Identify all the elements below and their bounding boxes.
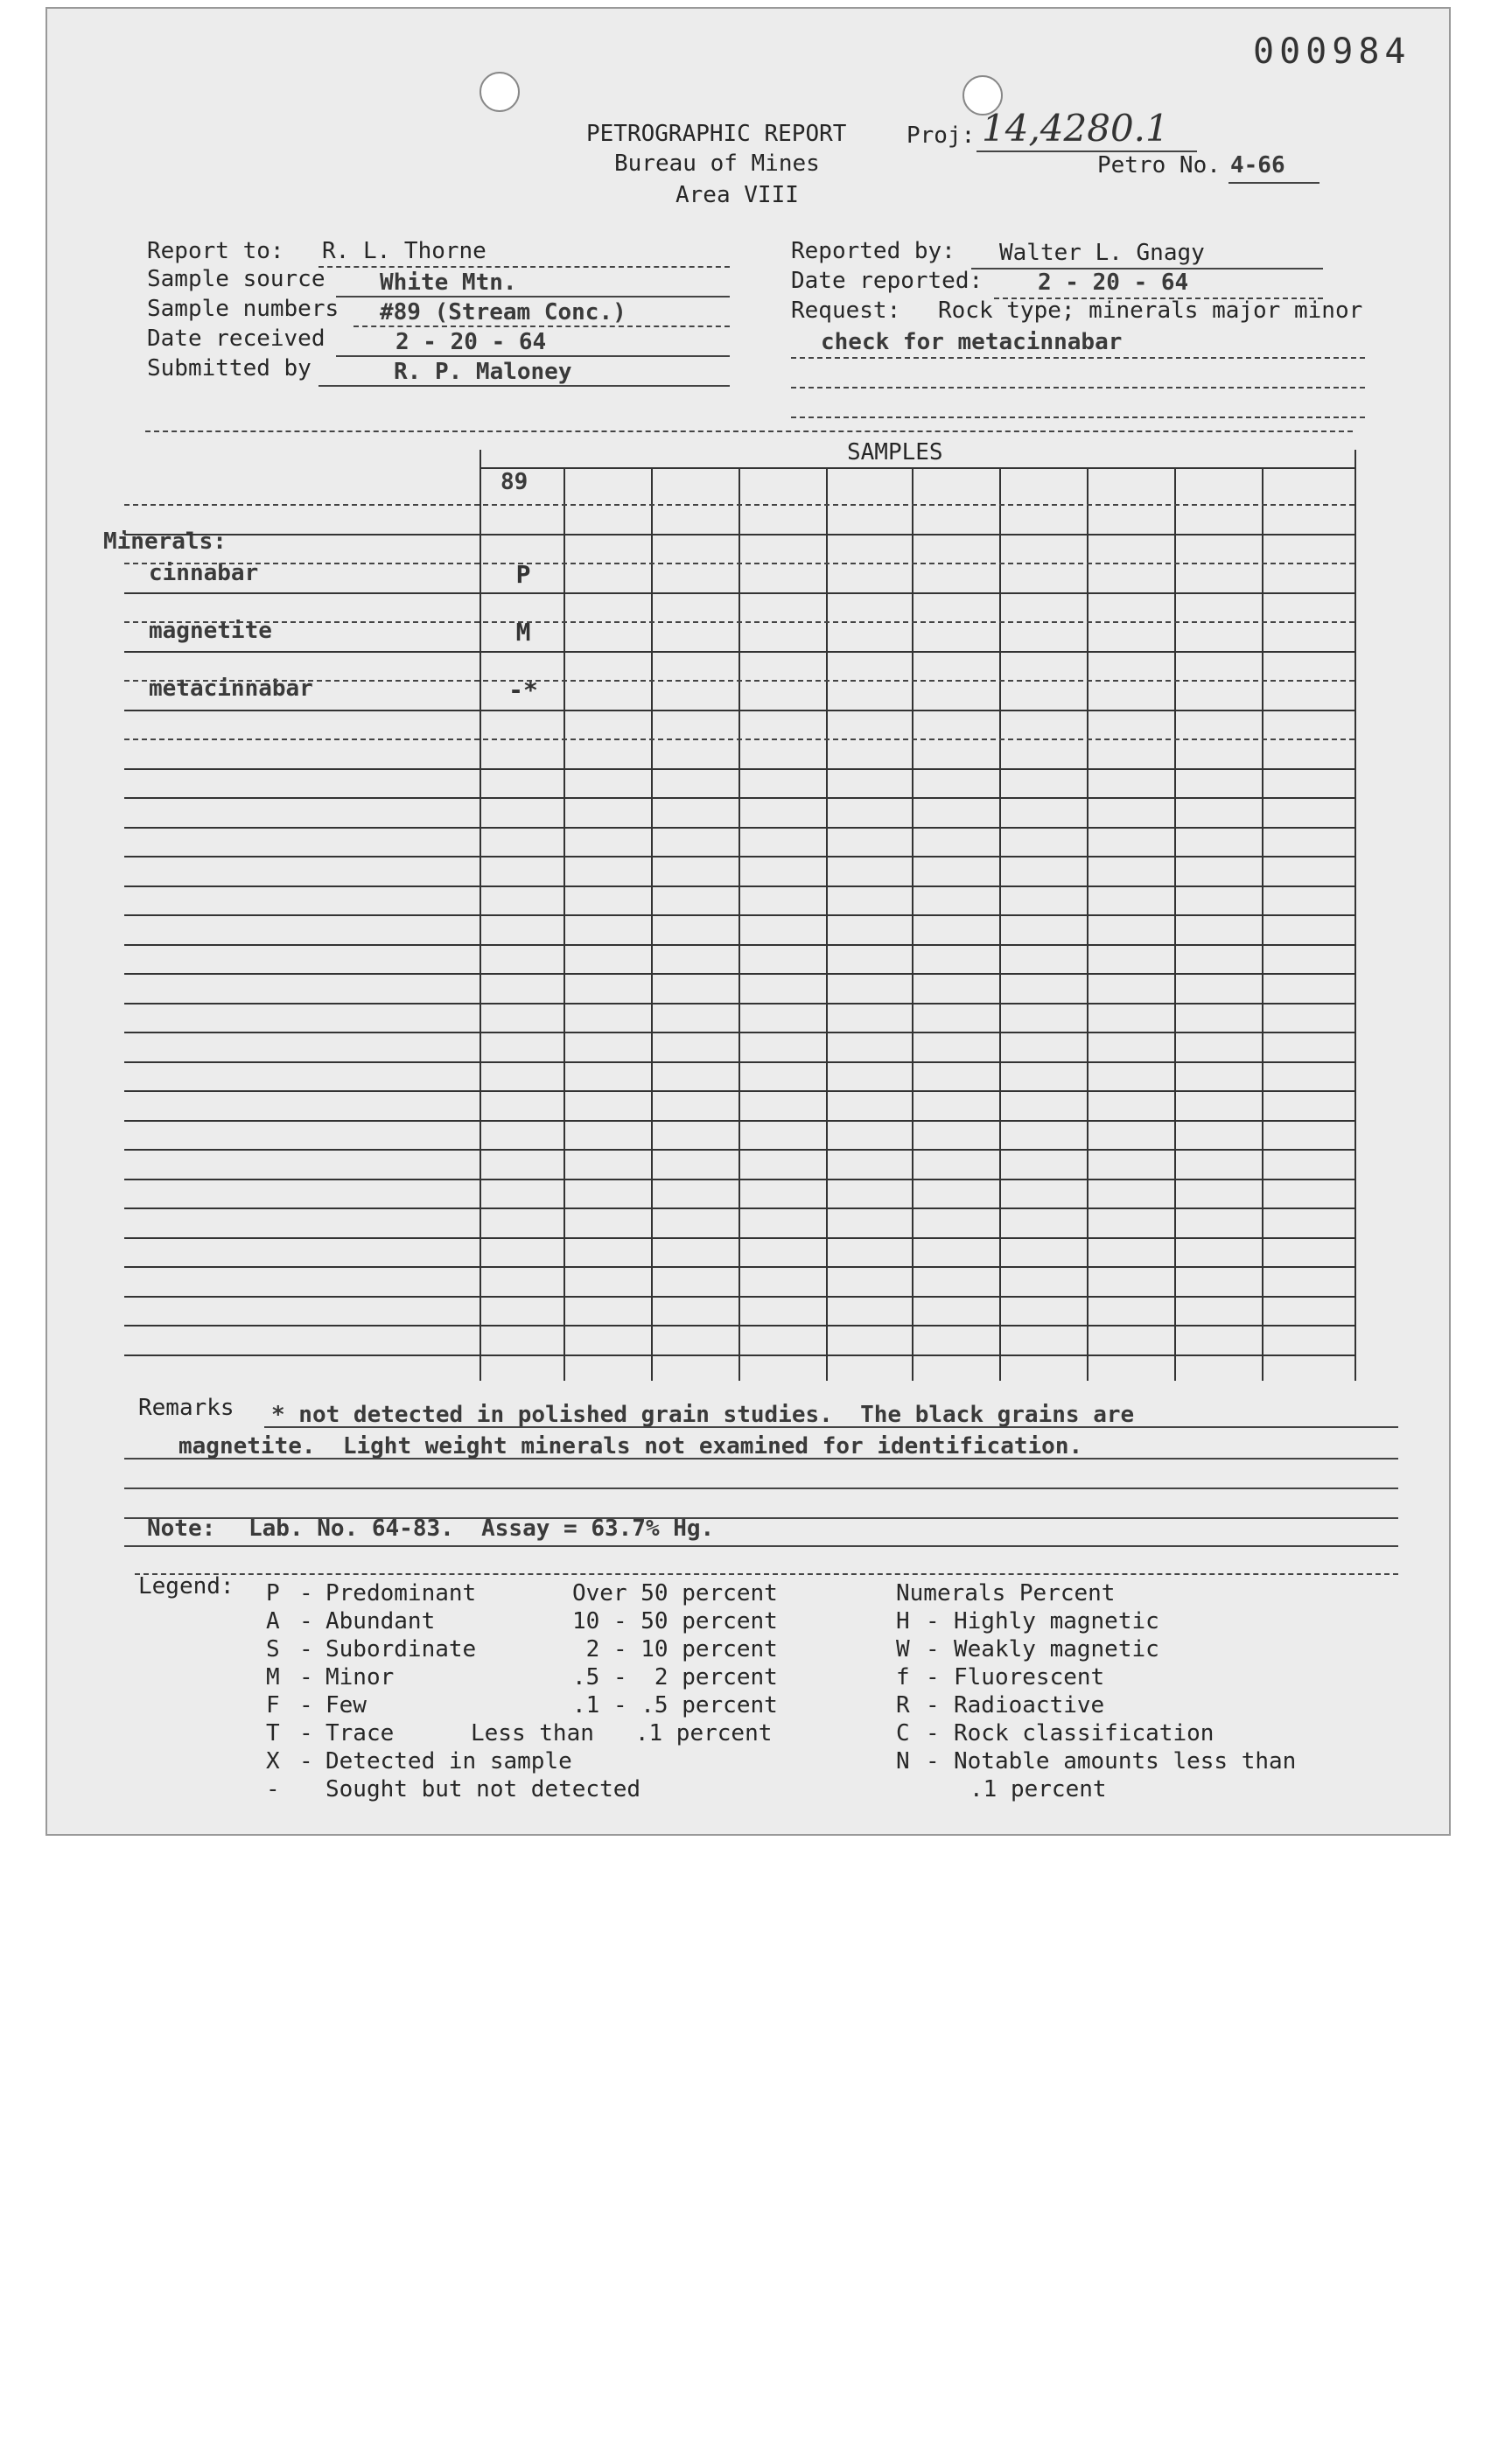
legend-separator: -: [299, 1720, 313, 1746]
legend-name: Minor: [326, 1664, 395, 1690]
legend-label: Legend:: [138, 1573, 234, 1600]
legend-right-title: Numerals Percent: [896, 1580, 1116, 1606]
legend-range: Less than .1 percent: [471, 1720, 773, 1746]
grid-row-line: [124, 592, 1354, 594]
grid-row-line: [124, 1237, 1354, 1239]
legend-right-name: Weakly magnetic: [954, 1636, 1159, 1662]
mineral-value-cinnabar: P: [515, 560, 531, 589]
grid-row-line: [124, 1354, 1354, 1356]
legend-right-continued: .1 percent: [970, 1776, 1107, 1802]
sample-numbers-label: Sample numbers: [147, 296, 340, 322]
legend-range: .1 - .5 percent: [572, 1692, 778, 1718]
mineral-value-magnetite: M: [515, 618, 531, 647]
legend-right-separator: -: [926, 1608, 940, 1634]
proj-label: Proj:: [906, 122, 976, 149]
document-number: 000984: [1253, 32, 1411, 72]
legend-right-code: R: [896, 1692, 910, 1718]
grid-row-line: [124, 1208, 1354, 1209]
legend-code: X: [266, 1748, 280, 1774]
legend-separator: -: [299, 1608, 313, 1634]
legend-code: S: [266, 1636, 280, 1662]
grid-row-line: [124, 534, 1354, 536]
legend-separator: -: [299, 1636, 313, 1662]
legend-code: T: [266, 1720, 280, 1746]
mineral-name-metacinnabar: metacinnabar: [149, 676, 313, 702]
grid-row-line: [124, 680, 1354, 682]
legend-name: Detected in sample: [326, 1748, 572, 1774]
grid-row-line: [124, 1120, 1354, 1122]
legend-right-code: f: [896, 1664, 910, 1690]
area: Area VIII: [676, 182, 799, 208]
legend-right-code: N: [896, 1748, 910, 1774]
date-reported-value: 2 - 20 - 64: [1038, 270, 1189, 296]
legend-name: Sought but not detected: [326, 1776, 641, 1802]
sample-source-value: White Mtn.: [380, 270, 517, 296]
grid-row-line: [124, 1179, 1354, 1180]
remarks-line-2: magnetite. Light weight minerals not examined for identification.: [178, 1433, 1083, 1460]
grid-row-line: [124, 1032, 1354, 1033]
grid-column-line: [999, 467, 1001, 1381]
sample-source-label: Sample source: [147, 266, 326, 292]
legend-right-separator: -: [926, 1692, 940, 1718]
legend-name: Subordinate: [326, 1636, 477, 1662]
grid-row-line: [124, 563, 1354, 564]
grid-column-line: [826, 467, 828, 1381]
date-reported-label: Date reported:: [791, 268, 984, 294]
legend-code: F: [266, 1692, 280, 1718]
grid-row-line: [124, 1296, 1354, 1298]
report-title: PETROGRAPHIC REPORT: [586, 121, 847, 147]
grid-column-line: [1262, 467, 1264, 1381]
samples-header: SAMPLES: [847, 439, 943, 466]
grid-row-line: [124, 797, 1354, 799]
report-to-value: R. L. Thorne: [322, 238, 486, 264]
grid-row-line: [124, 621, 1354, 623]
grid-row-line: [124, 651, 1354, 653]
petro-label: Petro No.: [1097, 152, 1221, 178]
date-received-value: 2 - 20 - 64: [396, 329, 547, 355]
petro-value: 4-66: [1230, 152, 1285, 178]
grid-row-line: [124, 1149, 1354, 1151]
sample-id: 89: [500, 469, 528, 495]
grid-row-line: [124, 1003, 1354, 1004]
legend-name: Abundant: [326, 1608, 436, 1634]
request-value: Rock type; minerals major minor: [938, 298, 1363, 324]
grid-row-line: [124, 914, 1354, 916]
note-label: Note:: [147, 1516, 216, 1542]
grid-row-line: [124, 504, 1354, 506]
sample-numbers-value: #89 (Stream Conc.): [380, 299, 626, 326]
remarks-line-1: * not detected in polished grain studies. The black grains are: [271, 1402, 1135, 1428]
legend-name: Trace: [326, 1720, 395, 1746]
legend-separator: -: [299, 1692, 313, 1718]
legend-right-separator: -: [926, 1720, 940, 1746]
reported-by-label: Reported by:: [791, 238, 956, 264]
grid-column-line: [564, 467, 565, 1381]
legend-range: Over 50 percent: [572, 1580, 778, 1606]
grid-row-line: [124, 886, 1354, 887]
grid-column-line: [1174, 467, 1176, 1381]
organization: Bureau of Mines: [614, 150, 820, 177]
submitted-by-value: R. P. Maloney: [394, 359, 572, 385]
report-to-label: Report to:: [147, 238, 284, 264]
remarks-label: Remarks: [138, 1395, 234, 1421]
punch-hole-left: [480, 72, 520, 112]
request-label: Request:: [791, 298, 901, 324]
legend-code: M: [266, 1664, 280, 1690]
grid-column-line: [1354, 450, 1356, 1381]
legend-right-code: H: [896, 1608, 910, 1634]
minerals-header: Minerals:: [103, 528, 227, 555]
grid-row-line: [124, 1325, 1354, 1326]
proj-value: 14,4280.1: [982, 107, 1169, 150]
mineral-name-magnetite: magnetite: [149, 618, 272, 644]
legend-range: .5 - 2 percent: [572, 1664, 778, 1690]
grid-row-line: [124, 1090, 1354, 1092]
legend-code: P: [266, 1580, 280, 1606]
grid-row-line: [124, 944, 1354, 946]
grid-row-line: [124, 1061, 1354, 1063]
legend-name: Predominant: [326, 1580, 477, 1606]
legend-name: Few: [326, 1692, 367, 1718]
grid-row-line: [124, 738, 1354, 740]
legend-code: A: [266, 1608, 280, 1634]
legend-right-name: Notable amounts less than: [954, 1748, 1297, 1774]
grid-row-line: [124, 768, 1354, 770]
mineral-value-metacinnabar: -*: [508, 676, 538, 704]
legend-separator: -: [299, 1580, 313, 1606]
legend-right-name: Fluorescent: [954, 1664, 1105, 1690]
grid-column-line: [738, 467, 740, 1381]
grid-row-line: [124, 710, 1354, 711]
grid-column-line: [651, 467, 653, 1381]
legend-right-name: Highly magnetic: [954, 1608, 1159, 1634]
grid-row-line: [124, 856, 1354, 858]
grid-row-line: [124, 973, 1354, 975]
grid-column-line: [1087, 467, 1088, 1381]
submitted-by-label: Submitted by: [147, 355, 312, 382]
reported-by-value: Walter L. Gnagy: [999, 240, 1205, 266]
legend-separator: -: [299, 1748, 313, 1774]
legend-right-name: Rock classification: [954, 1720, 1214, 1746]
report-sheet: [46, 7, 1451, 1836]
legend-right-separator: -: [926, 1636, 940, 1662]
legend-code: -: [266, 1776, 280, 1802]
grid-row-line: [124, 827, 1354, 829]
request-value-cont: check for metacinnabar: [821, 329, 1123, 355]
grid-row-line: [124, 1266, 1354, 1268]
legend-right-separator: -: [926, 1748, 940, 1774]
legend-right-name: Radioactive: [954, 1692, 1105, 1718]
legend-right-code: W: [896, 1636, 910, 1662]
legend-separator: -: [299, 1664, 313, 1690]
note-text: Lab. No. 64-83. Assay = 63.7% Hg.: [248, 1516, 715, 1542]
date-received-label: Date received: [147, 326, 326, 352]
legend-right-code: C: [896, 1720, 910, 1746]
grid-column-line: [912, 467, 914, 1381]
legend-range: 2 - 10 percent: [572, 1636, 778, 1662]
legend-range: 10 - 50 percent: [572, 1608, 778, 1634]
legend-right-separator: -: [926, 1664, 940, 1690]
mineral-name-cinnabar: cinnabar: [149, 560, 259, 586]
